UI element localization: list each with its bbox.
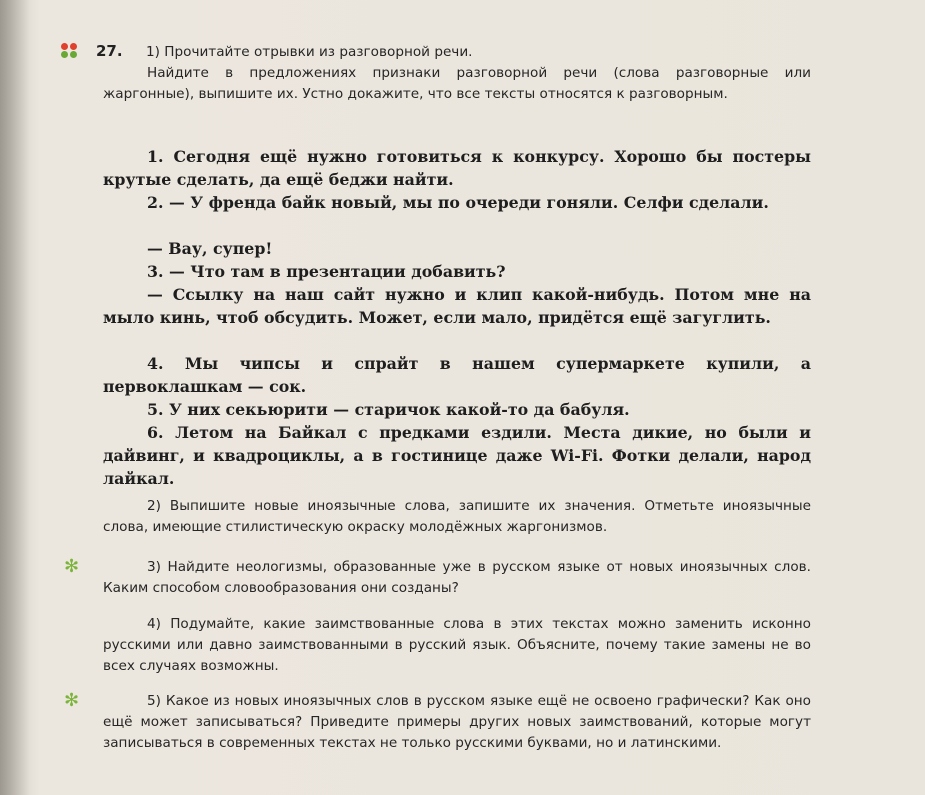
task-3: 3) Найдите неологизмы, образованные уже в русском языке от новых иноязычных слов. Каким способом словообразования они созданы? — [103, 559, 811, 596]
exercise-number: 27. — [96, 42, 123, 60]
passage-5: 5. У них секьюрити — старичок какой-то да бабуля. — [147, 400, 630, 419]
task-4: 4) Подумайте, какие заимствованные слова в этих текстах можно заменить исконно русскими или давно заимствованными в русский язык. Объясните, почему такие замены не во всех случаях возможны. — [103, 616, 811, 674]
task-1-heading: 1) Прочитайте отрывки из разговорной речи. — [146, 44, 473, 60]
passage-4: 4. Мы чипсы и спрайт в нашем супермаркете купили, а первоклашкам — сок. — [103, 354, 811, 396]
asterisk-icon: ✻ — [64, 556, 80, 577]
task-1-text: Найдите в предложениях признаки разговорной речи (слова разговорные или жаргонные), выпишите их. Устно докажите, что все тексты относятся к разговорным. — [103, 65, 811, 102]
passage-3: 3. — Что там в презентации добавить? — [147, 262, 506, 281]
passage-1: 1. Сегодня ещё нужно готовиться к конкурсу. Хорошо бы постеры крутые сделать, да ещё беджи найти. — [103, 147, 811, 189]
passage-6: 6. Летом на Байкал с предками ездили. Места дикие, но были и дайвинг, и квадроциклы, а в гостинице даже Wi-Fi. Фотки делали, народ лайкал. — [103, 423, 811, 488]
task-5: 5) Какое из новых иноязычных слов в русском языке ещё не освоено графически? Как оно ещё может записываться? Приведите примеры других новых заимствований, которые могут записываться в современных текстах не только русскими буквами, но и латинскими. — [103, 693, 811, 751]
task-2: 2) Выпишите новые иноязычные слова, запишите их значения. Отметьте иноязычные слова, имеющие стилистическую окраску молодёжных жаргонизмов. — [103, 498, 811, 535]
pair-work-icon — [61, 43, 79, 59]
passage-2-reply: — Вау, супер! — [147, 239, 273, 258]
passage-2: 2. — У френда байк новый, мы по очереди гоняли. Селфи сделали. — [147, 193, 769, 212]
page-gutter — [0, 0, 30, 795]
passage-3-reply: — Ссылку на наш сайт нужно и клип какой-нибудь. Потом мне на мыло кинь, чтоб обсудить. Может, если мало, придётся ещё загуглить. — [103, 285, 811, 327]
asterisk-icon: ✻ — [64, 690, 80, 711]
